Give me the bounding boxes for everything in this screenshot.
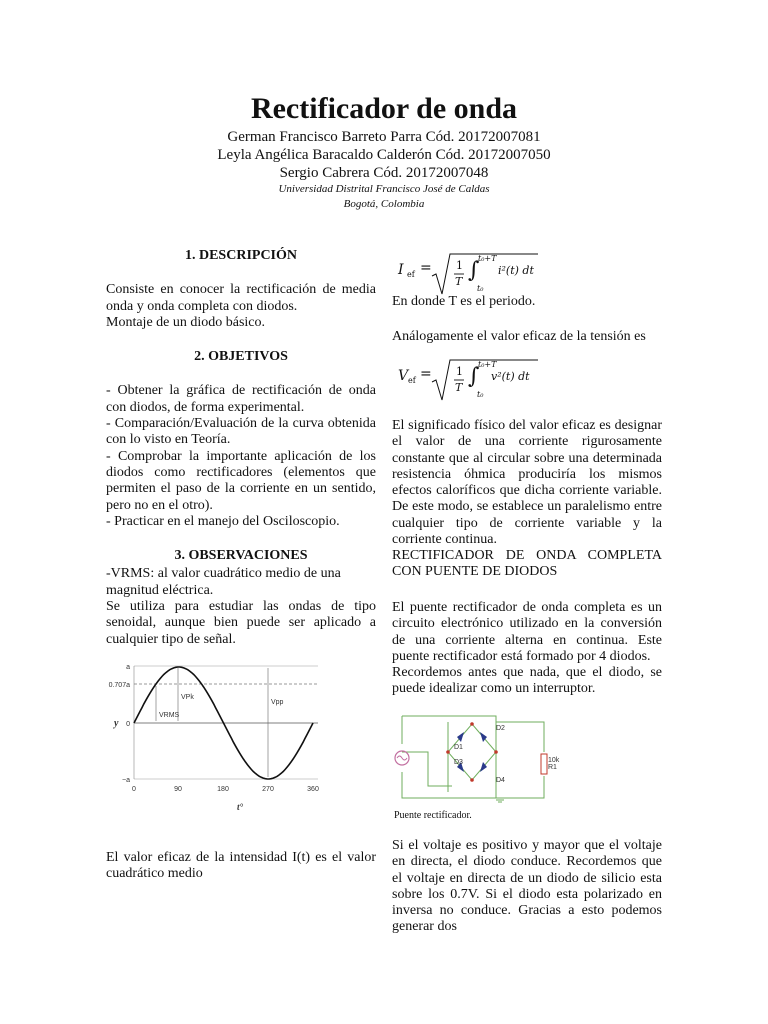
equation-ief <box>398 250 548 298</box>
resistor-name: R1 <box>548 764 557 771</box>
ac-wave-icon <box>397 756 407 760</box>
figure-background <box>106 660 324 830</box>
paragraph: En donde T es el periodo. <box>392 294 536 309</box>
author-line: German Francisco Barreto Parra Cód. 20172007081 <box>227 129 541 145</box>
objective-item: - Practicar en el manejo del Osciloscopio. <box>106 513 340 529</box>
integral-sign: ∫ <box>468 364 480 389</box>
paper-title: Rectificador de onda <box>250 92 518 125</box>
objective-item: - Obtener la gráfica de rectificación de onda con diodos, de forma experimental. <box>106 383 376 415</box>
eq-lower-limit: t₀ <box>477 390 484 399</box>
author-line: Leyla Angélica Baracaldo Calderón Cód. 20172007050 <box>217 147 551 163</box>
paragraph: Recordemos antes que nada, que el diodo, se puede idealizar como un interruptor. <box>392 665 662 697</box>
y-tick-label: a <box>126 664 130 671</box>
eq-equals: = <box>420 366 432 382</box>
location: Bogotá, Colombia <box>343 198 425 210</box>
x-tick-label: 180 <box>217 786 229 793</box>
node-dot <box>494 750 498 754</box>
eq-upper-limit: t₀+T <box>478 254 497 263</box>
diode-label: D4 <box>496 777 505 784</box>
objective-item: - Comprobar la importante aplicación de los diodos como rectificadores (elementos que permiten el paso de la corriente en un sentido, pero no en el otro). <box>106 448 376 513</box>
eq-lhs-sub: ef <box>407 270 415 279</box>
y-axis-label: y <box>114 718 119 729</box>
paragraph: Montaje de un diodo básico. <box>106 314 266 330</box>
bridge-diamond <box>448 724 496 780</box>
integral-sign: ∫ <box>468 258 480 283</box>
x-tick-label: 270 <box>262 786 274 793</box>
section-title-descripcion: 1. DESCRIPCIÓN <box>184 248 297 263</box>
paragraph: El significado físico del valor eficaz es designar el valor de una corriente rigurosamente constante que al circular sobre una determinada resistencia óhmica produciría los mismos efectos caloríficos que dicha corriente variable. De este modo, se establece un paralelismo entre cualquier tipo de corriente variable y la corriente continua. <box>392 418 662 548</box>
vrms-label: VRMS <box>159 712 180 719</box>
x-tick-label: 90 <box>174 786 182 793</box>
circuit-wires <box>402 716 544 798</box>
paragraph: -VRMS: al valor cuadrático medio de una magnitud eléctrica. <box>106 566 341 598</box>
figure-caption: Puente rectificador. <box>394 810 472 821</box>
diode-label: D1 <box>454 744 463 751</box>
affiliation: Universidad Distrital Francisco José de Caldas <box>278 183 490 195</box>
node-dot <box>470 722 474 726</box>
diode-label: D2 <box>496 725 505 732</box>
x-tick-label: 360 <box>307 786 319 793</box>
eq-upper-limit: t₀+T <box>478 360 497 369</box>
eq-T: T <box>455 381 463 394</box>
vpp-label: Vpp <box>271 699 284 706</box>
vpk-label: VPk <box>181 694 194 701</box>
paragraph: Se utiliza para estudiar las ondas de tipo senoidal, aunque bien puede ser aplicado a cualquier tipo de señal. <box>106 599 376 647</box>
paragraph: El valor eficaz de la intensidad I(t) es el valor cuadrático medio <box>106 850 376 882</box>
resistor-value: 10k <box>548 757 560 764</box>
bridge-rectifier-circuit <box>392 712 560 808</box>
eq-one: 1 <box>456 259 463 272</box>
eq-lhs: I <box>398 262 404 278</box>
eq-T: T <box>455 275 463 288</box>
y-tick-label: −a <box>122 777 130 784</box>
equation-vef <box>398 356 548 404</box>
x-tick-label: 0 <box>132 786 136 793</box>
paragraph: Análogamente el valor eficaz de la tensión es <box>392 329 646 344</box>
eq-lower-limit: t₀ <box>477 284 484 293</box>
eq-integrand: i²(t) dt <box>498 264 534 277</box>
node-dot <box>446 750 450 754</box>
author-line: Sergio Cabrera Cód. 20172007048 <box>279 165 489 181</box>
paragraph: Si el voltaje es positivo y mayor que el voltaje en directa, el diodo conduce. Recordemos que el voltaje en directa de un diodo de silicio esta sobre los 0.7V. Si el diodo esta polarizado en inversa no conduce. Gracias a esto podemos generar dos <box>392 838 662 935</box>
section-title-objetivos: 2. OBJETIVOS <box>194 349 288 365</box>
paragraph: El puente rectificador de onda completa es un circuito electrónico utilizado en la conversión de una corriente alterna en continua. Este puente rectificador está formado por 4 diodos. <box>392 600 662 664</box>
resistor-icon <box>541 754 547 774</box>
diode-label: D3 <box>454 759 463 766</box>
eq-lhs: V <box>398 368 409 384</box>
paragraph: RECTIFICADOR DE ONDA COMPLETA CON PUENTE DE DIODOS <box>392 548 662 580</box>
paragraph: Consiste en conocer la rectificación de media onda y onda completa con diodos. <box>106 282 376 314</box>
y-tick-label: 0 <box>126 721 130 728</box>
node-dot <box>470 778 474 782</box>
y-tick-label: 0.707a <box>108 682 130 689</box>
left-column <box>106 248 376 648</box>
rms-sine-figure <box>106 660 324 830</box>
eq-equals: = <box>420 260 432 276</box>
eq-lhs-sub: ef <box>408 376 416 385</box>
section-title-observaciones: 3. OBSERVACIONES <box>174 548 308 564</box>
objective-item: - Comparación/Evaluación de la curva obtenida con lo visto en Teoría. <box>106 416 376 448</box>
x-axis-label: t° <box>237 802 244 812</box>
eq-integrand: v²(t) dt <box>491 370 530 383</box>
eq-one: 1 <box>456 365 463 378</box>
